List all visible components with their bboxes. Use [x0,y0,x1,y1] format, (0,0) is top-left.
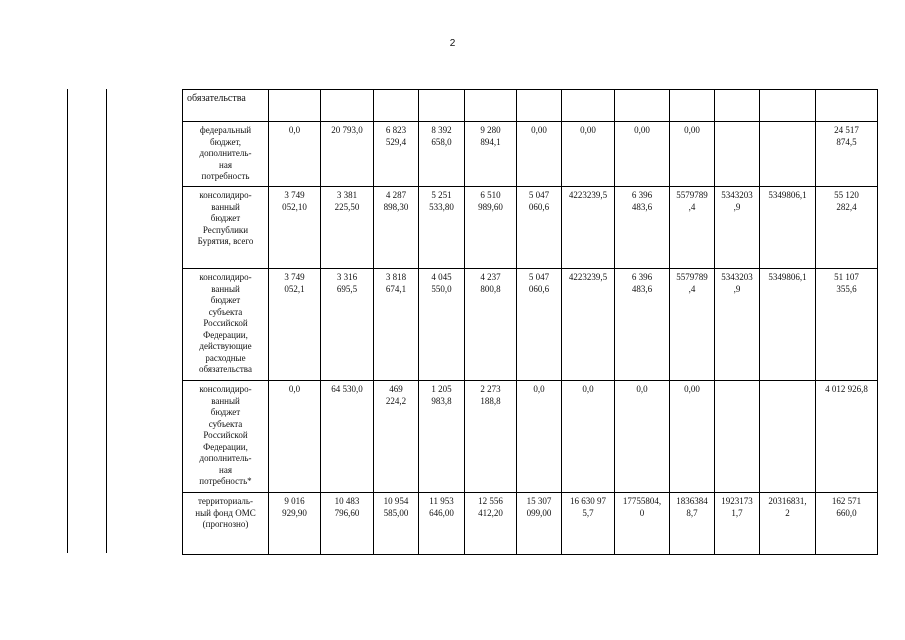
value-cell: 15 307 099,00 [517,493,562,555]
value-cell: 5343203 ,9 [715,187,760,269]
row-label-cell: территориаль- ный фонд ОМС (прогнозно) [183,493,269,555]
row-label-cell: консолидиро- ванный бюджет субъекта Российской Федерации, действующие расходные обязательства [183,269,269,381]
value-cell: 17755804, 0 [615,493,670,555]
table-row [183,122,878,187]
value-cell: 9 016 929,90 [269,493,321,555]
value-cell: 0,00 [670,122,715,187]
value-cell: 5349806,1 [760,269,816,381]
value-cell: 0,00 [562,122,615,187]
value-cell: 3 316 695,5 [321,269,374,381]
value-cell: 55 120 282,4 [816,187,878,269]
row-label-cell: консолидиро- ванный бюджет Республики Бурятия, всего [183,187,269,269]
column-divider-line [106,89,107,553]
value-cell [562,90,615,122]
value-cell: 12 556 412,20 [465,493,517,555]
value-cell: 6 396 483,6 [615,187,670,269]
value-cell: 4 237 800,8 [465,269,517,381]
value-cell [760,381,816,493]
value-cell: 0,00 [670,381,715,493]
value-cell [269,90,321,122]
value-cell [760,90,816,122]
value-cell: 9 280 894,1 [465,122,517,187]
row-label-cell: консолидиро- ванный бюджет субъекта Российской Федерации, дополнитель- ная потребность* [183,381,269,493]
value-cell: 4 287 898,30 [374,187,419,269]
value-cell: 0,0 [269,381,321,493]
value-cell: 0,00 [517,122,562,187]
value-cell: 5579789 ,4 [670,187,715,269]
value-cell: 1923173 1,7 [715,493,760,555]
value-cell [419,90,465,122]
value-cell: 3 381 225,50 [321,187,374,269]
value-cell: 16 630 97 5,7 [562,493,615,555]
value-cell [715,381,760,493]
table-row [183,493,878,555]
value-cell [321,90,374,122]
table-row [183,90,878,122]
value-cell: 3 749 052,1 [269,269,321,381]
value-cell: 1 205 983,8 [419,381,465,493]
value-cell: 10 954 585,00 [374,493,419,555]
value-cell [615,90,670,122]
value-cell [374,90,419,122]
value-cell: 0,00 [615,122,670,187]
value-cell: 4 045 550,0 [419,269,465,381]
value-cell: 5349806,1 [760,187,816,269]
value-cell: 5343203 ,9 [715,269,760,381]
value-cell: 64 530,0 [321,381,374,493]
value-cell: 5 251 533,80 [419,187,465,269]
value-cell: 4223239,5 [562,269,615,381]
value-cell [517,90,562,122]
value-cell: 5579789 ,4 [670,269,715,381]
value-cell: 469 224,2 [374,381,419,493]
value-cell: 0,0 [269,122,321,187]
value-cell [816,90,878,122]
value-cell: 0,0 [615,381,670,493]
value-cell: 162 571 660,0 [816,493,878,555]
value-cell: 3 818 674,1 [374,269,419,381]
value-cell [465,90,517,122]
table-row [183,269,878,381]
value-cell [760,122,816,187]
row-label-cell: обязательства [183,90,269,122]
value-cell [715,122,760,187]
budget-table [182,89,878,555]
table-row [183,381,878,493]
value-cell: 1836384 8,7 [670,493,715,555]
value-cell: 0,0 [517,381,562,493]
value-cell: 3 749 052,10 [269,187,321,269]
page-number: 2 [449,38,456,49]
value-cell: 2 273 188,8 [465,381,517,493]
value-cell: 6 510 989,60 [465,187,517,269]
left-border-line [67,89,68,553]
value-cell: 5 047 060,6 [517,269,562,381]
value-cell: 4 012 926,8 [816,381,878,493]
row-label-cell: федеральный бюджет, дополнитель- ная потребность [183,122,269,187]
value-cell: 51 107 355,6 [816,269,878,381]
value-cell: 6 396 483,6 [615,269,670,381]
value-cell: 4223239,5 [562,187,615,269]
value-cell: 11 953 646,00 [419,493,465,555]
value-cell [715,90,760,122]
value-cell [670,90,715,122]
value-cell: 10 483 796,60 [321,493,374,555]
value-cell: 20316831, 2 [760,493,816,555]
value-cell: 6 823 529,4 [374,122,419,187]
table-row [183,187,878,269]
value-cell: 20 793,0 [321,122,374,187]
value-cell: 24 517 874,5 [816,122,878,187]
value-cell: 0,0 [562,381,615,493]
value-cell: 8 392 658,0 [419,122,465,187]
value-cell: 5 047 060,6 [517,187,562,269]
